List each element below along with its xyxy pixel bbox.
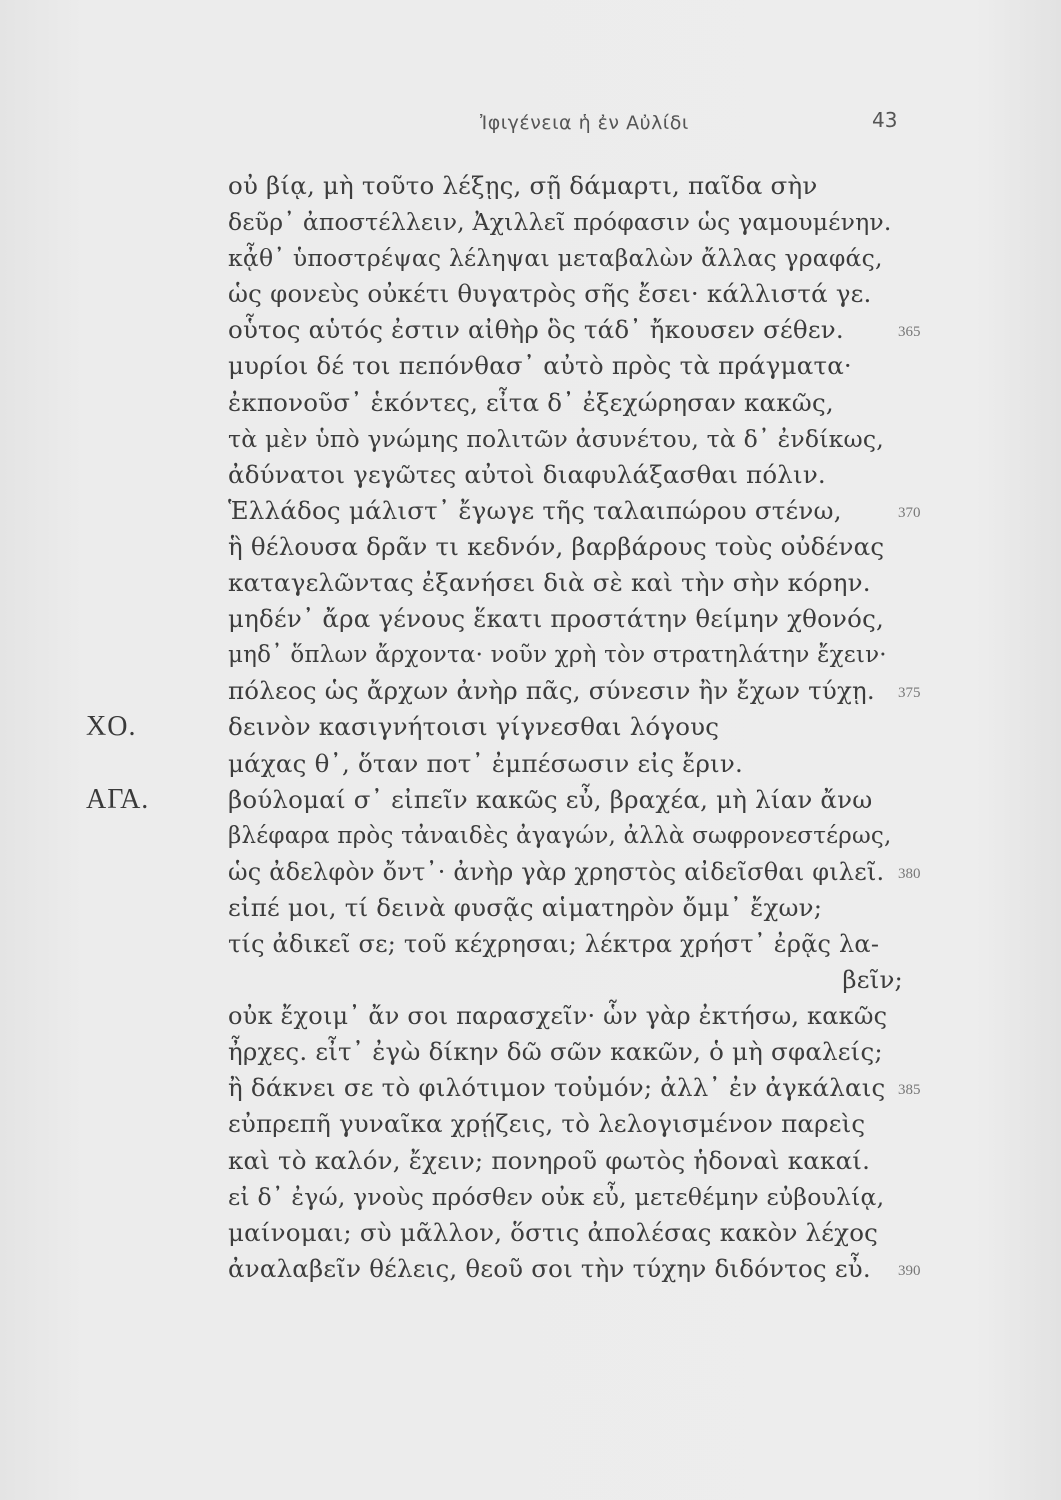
verse-text: βεῖν; <box>842 965 903 995</box>
speaker-label: ΑΓΑ. <box>86 783 150 815</box>
line-number: 370 <box>898 504 921 521</box>
verse-line <box>0 168 1061 204</box>
speaker-label: ΧΟ. <box>86 711 137 743</box>
verse-block <box>0 168 1061 1287</box>
verse-text: καὶ τὸ καλόν, ἔχειν; πονηροῦ φωτὸς ἡδοναὶ κακαί. <box>228 1145 871 1175</box>
verse-line <box>0 890 1061 926</box>
verse-line <box>0 709 1061 745</box>
verse-line <box>0 998 1061 1034</box>
verse-line <box>0 529 1061 565</box>
verse-line <box>0 312 1061 348</box>
verse-text: οὐκ ἔχοιμ᾽ ἄν σοι παρασχεῖν· ὧν γὰρ ἐκτήσω, κακῶς <box>228 1002 888 1031</box>
verse-line <box>0 1215 1061 1251</box>
verse-text: ἐκπονοῦσ᾽ ἑκόντες, εἶτα δ᾽ ἐξεχώρησαν κακῶς, <box>228 387 834 417</box>
verse-line <box>0 962 1061 998</box>
verse-text: ἦρχες. εἶτ᾽ ἐγὼ δίκην δῶ σῶν κακῶν, ὁ μὴ σφαλείς; <box>228 1037 883 1067</box>
verse-text: εἰπέ μοι, τί δεινὰ φυσᾷς αἱματηρὸν ὄμμ᾽ ἔχων; <box>228 892 823 922</box>
verse-line <box>0 601 1061 637</box>
verse-text: μηδ᾽ ὅπλων ἄρχοντα· νοῦν χρὴ τὸν στρατηλάτην ἔχειν· <box>228 642 887 669</box>
verse-text: ὡς ἀδελφὸν ὄντ᾽· ἀνὴρ γὰρ χρηστὸς αἰδεῖσθαι φιλεῖ. <box>228 857 885 886</box>
line-number: 380 <box>898 865 921 882</box>
verse-line <box>0 782 1061 818</box>
verse-line <box>0 818 1061 854</box>
verse-text: τίς ἀδικεῖ σε; τοῦ κέχρησαι; λέκτρα χρήστ᾽ ἐρᾷς λα- <box>228 929 880 958</box>
verse-text: ὡς φονεὺς οὐκέτι θυγατρὸς σῆς ἔσει· κάλλιστά γε. <box>228 279 872 309</box>
verse-line <box>0 348 1061 384</box>
line-number: 375 <box>898 685 921 702</box>
line-number: 390 <box>898 1262 921 1279</box>
verse-text: οὗτος αὑτός ἐστιν αἰθὴρ ὃς τάδ᾽ ἤκουσεν σέθεν. <box>228 315 844 345</box>
verse-line <box>0 1179 1061 1215</box>
verse-line <box>0 493 1061 529</box>
verse-line <box>0 276 1061 312</box>
verse-line <box>0 385 1061 421</box>
verse-text: δεινὸν κασιγνήτοισι γίγνεσθαι λόγους <box>228 712 720 742</box>
verse-line <box>0 637 1061 673</box>
running-header-title: Ἰφιγένεια ἡ ἐν Αὐλίδι <box>480 112 689 134</box>
verse-text: βλέφαρα πρὸς τἀναιδὲς ἀγαγών, ἀλλὰ σωφρονεστέρως, <box>228 822 892 849</box>
verse-text: μηδέν᾽ ἄρα γένους ἕκατι προστάτην θείμην χθονός, <box>228 604 885 634</box>
verse-text: ἀδύνατοι γεγῶτες αὐτοὶ διαφυλάξασθαι πόλιν. <box>228 459 826 489</box>
verse-text: τὰ μὲν ὑπὸ γνώμης πολιτῶν ἀσυνέτου, τὰ δ᾽ ἐνδίκως, <box>228 424 884 453</box>
verse-line <box>0 1034 1061 1070</box>
verse-text: δεῦρ᾽ ἀποστέλλειν, Ἀχιλλεῖ πρόφασιν ὡς γαμουμένην. <box>228 208 892 237</box>
verse-text: μυρίοι δέ τοι πεπόνθασ᾽ αὐτὸ πρὸς τὰ πράγματα· <box>228 351 852 381</box>
verse-text: μάχας θ᾽, ὅταν ποτ᾽ ἐμπέσωσιν εἰς ἔριν. <box>228 748 743 778</box>
verse-text: Ἑλλάδος μάλιστ᾽ ἔγωγε τῆς ταλαιπώρου στένω, <box>228 495 842 525</box>
verse-line <box>0 746 1061 782</box>
page-number: 43 <box>872 108 898 132</box>
verse-line <box>0 240 1061 276</box>
verse-text: ἣ θέλουσα δρᾶν τι κεδνόν, βαρβάρους τοὺς οὐδένας <box>228 531 885 561</box>
verse-line <box>0 457 1061 493</box>
verse-text: πόλεος ὡς ἄρχων ἀνὴρ πᾶς, σύνεσιν ἢν ἔχων τύχῃ. <box>228 676 875 706</box>
verse-text: βούλομαί σ᾽ εἰπεῖν κακῶς εὖ, βραχέα, μὴ λίαν ἄνω <box>228 784 873 814</box>
verse-line <box>0 673 1061 709</box>
verse-text: καταγελῶντας ἐξανήσει διὰ σὲ καὶ τὴν σὴν κόρην. <box>228 568 871 598</box>
verse-text: ἢ δάκνει σε τὸ φιλότιμον τοὐμόν; ἀλλ᾽ ἐν ἀγκάλαις <box>228 1073 886 1103</box>
verse-line <box>0 1251 1061 1287</box>
line-number: 385 <box>898 1082 921 1099</box>
verse-line <box>0 1106 1061 1142</box>
verse-line <box>0 854 1061 890</box>
verse-text: μαίνομαι; σὺ μᾶλλον, ὅστις ἀπολέσας κακὸν λέχος <box>228 1217 879 1247</box>
verse-text: κᾆθ᾽ ὑποστρέψας λέληψαι μεταβαλὼν ἄλλας γραφάς, <box>228 244 883 273</box>
verse-text: οὐ βίᾳ, μὴ τοῦτο λέξῃς, σῇ δάμαρτι, παῖδα σὴν <box>228 171 818 200</box>
line-number: 365 <box>898 324 921 341</box>
verse-text: εὐπρεπῆ γυναῖκα χρῄζεις, τὸ λελογισμένον παρεὶς <box>228 1109 866 1139</box>
verse-line <box>0 565 1061 601</box>
verse-line <box>0 421 1061 457</box>
verse-text: ἀναλαβεῖν θέλεις, θεοῦ σοι τὴν τύχην διδόντος εὖ. <box>228 1253 871 1283</box>
verse-line <box>0 204 1061 240</box>
verse-line <box>0 926 1061 962</box>
verse-line <box>0 1143 1061 1179</box>
verse-text: εἰ δ᾽ ἐγώ, γνοὺς πρόσθεν οὐκ εὖ, μετεθέμην εὐβουλίᾳ, <box>228 1182 885 1211</box>
verse-line <box>0 1070 1061 1106</box>
